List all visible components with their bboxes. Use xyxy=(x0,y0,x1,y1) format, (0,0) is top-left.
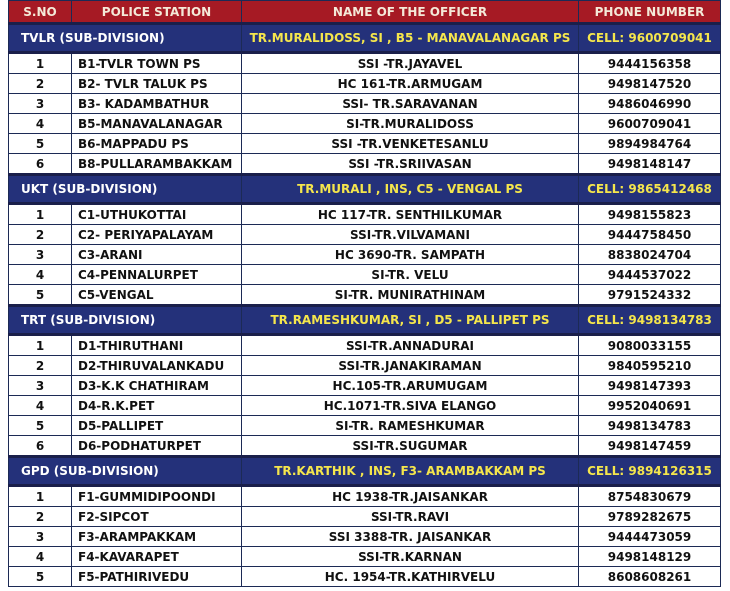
row-police-station: C3-ARANI xyxy=(72,245,242,265)
subdivision-cell: CELL: 9894126315 xyxy=(579,457,721,486)
header-police-station: POLICE STATION xyxy=(72,1,242,24)
row-officer-name: SI-TR.MURALIDOSS xyxy=(242,114,579,134)
table-row xyxy=(9,53,721,74)
row-officer-name: SI-TR. RAMESHKUMAR xyxy=(242,416,579,436)
row-phone-number: 9444758450 xyxy=(579,225,721,245)
row-phone-number: 9080033155 xyxy=(579,335,721,356)
subdivision-officer: TR.MURALIDOSS, SI , B5 - MANAVALANAGAR PS xyxy=(242,24,579,53)
subdivision-officer: TR.KARTHIK , INS, F3- ARAMBAKKAM PS xyxy=(242,457,579,486)
row-sno: 3 xyxy=(9,245,72,265)
row-officer-name: SSI -TR.JAYAVEL xyxy=(242,53,579,74)
row-police-station: B1-TVLR TOWN PS xyxy=(72,53,242,74)
subdivision-cell: CELL: 9600709041 xyxy=(579,24,721,53)
row-officer-name: HC 117-TR. SENTHILKUMAR xyxy=(242,204,579,225)
header-sno: S.NO xyxy=(9,1,72,24)
subdivision-cell: CELL: 9865412468 xyxy=(579,175,721,204)
row-police-station: D6-PODHATURPET xyxy=(72,436,242,457)
row-sno: 1 xyxy=(9,486,72,507)
row-officer-name: HC 161-TR.ARMUGAM xyxy=(242,74,579,94)
row-officer-name: SSI -TR.SRIIVASAN xyxy=(242,154,579,175)
row-officer-name: SI-TR. MUNIRATHINAM xyxy=(242,285,579,306)
row-sno: 2 xyxy=(9,356,72,376)
table-row xyxy=(9,486,721,507)
row-police-station: B2- TVLR TALUK PS xyxy=(72,74,242,94)
table-row xyxy=(9,567,721,587)
row-officer-name: SSI-TR.JANAKIRAMAN xyxy=(242,356,579,376)
row-police-station: B3- KADAMBATHUR xyxy=(72,94,242,114)
row-police-station: F1-GUMMIDIPOONDI xyxy=(72,486,242,507)
subdivision-row xyxy=(9,306,721,335)
table-row xyxy=(9,74,721,94)
row-sno: 2 xyxy=(9,507,72,527)
row-police-station: F4-KAVARAPET xyxy=(72,547,242,567)
row-sno: 2 xyxy=(9,74,72,94)
row-phone-number: 8608608261 xyxy=(579,567,721,587)
subdivision-officer: TR.MURALI , INS, C5 - VENGAL PS xyxy=(242,175,579,204)
row-phone-number: 9498148147 xyxy=(579,154,721,175)
row-officer-name: SI-TR. VELU xyxy=(242,265,579,285)
table-row xyxy=(9,94,721,114)
table-row xyxy=(9,154,721,175)
officer-contact-table xyxy=(8,0,721,587)
row-police-station: D3-K.K CHATHIRAM xyxy=(72,376,242,396)
table-row xyxy=(9,285,721,306)
row-police-station: D1-THIRUTHANI xyxy=(72,335,242,356)
row-phone-number: 9840595210 xyxy=(579,356,721,376)
subdivision-row xyxy=(9,457,721,486)
row-police-station: C2- PERIYAPALAYAM xyxy=(72,225,242,245)
row-sno: 1 xyxy=(9,204,72,225)
table-row xyxy=(9,376,721,396)
row-phone-number: 9498147459 xyxy=(579,436,721,457)
row-phone-number: 9498148129 xyxy=(579,547,721,567)
row-sno: 3 xyxy=(9,527,72,547)
row-phone-number: 9444473059 xyxy=(579,527,721,547)
row-officer-name: SSI- TR.SARAVANAN xyxy=(242,94,579,114)
table-row xyxy=(9,335,721,356)
row-phone-number: 9498155823 xyxy=(579,204,721,225)
row-sno: 3 xyxy=(9,94,72,114)
row-sno: 2 xyxy=(9,225,72,245)
table-row xyxy=(9,396,721,416)
row-police-station: D5-PALLIPET xyxy=(72,416,242,436)
header-officer-name: NAME OF THE OFFICER xyxy=(242,1,579,24)
row-sno: 5 xyxy=(9,134,72,154)
table-row xyxy=(9,134,721,154)
table-row xyxy=(9,245,721,265)
row-officer-name: HC 3690-TR. SAMPATH xyxy=(242,245,579,265)
row-sno: 4 xyxy=(9,114,72,134)
row-phone-number: 9952040691 xyxy=(579,396,721,416)
row-phone-number: 9791524332 xyxy=(579,285,721,306)
row-police-station: B5-MANAVALANAGAR xyxy=(72,114,242,134)
row-officer-name: SSI-TR.ANNADURAI xyxy=(242,335,579,356)
row-phone-number: 9498134783 xyxy=(579,416,721,436)
subdivision-name: TVLR (SUB-DIVISION) xyxy=(9,24,242,53)
row-police-station: B8-PULLARAMBAKKAM xyxy=(72,154,242,175)
row-sno: 4 xyxy=(9,396,72,416)
subdivision-cell: CELL: 9498134783 xyxy=(579,306,721,335)
row-sno: 6 xyxy=(9,436,72,457)
table-row xyxy=(9,527,721,547)
table-row xyxy=(9,265,721,285)
row-police-station: F2-SIPCOT xyxy=(72,507,242,527)
row-police-station: C4-PENNALURPET xyxy=(72,265,242,285)
row-police-station: F5-PATHIRIVEDU xyxy=(72,567,242,587)
row-sno: 3 xyxy=(9,376,72,396)
table-row xyxy=(9,225,721,245)
table-row xyxy=(9,547,721,567)
row-phone-number: 9498147393 xyxy=(579,376,721,396)
row-phone-number: 8838024704 xyxy=(579,245,721,265)
row-phone-number: 9789282675 xyxy=(579,507,721,527)
row-sno: 5 xyxy=(9,285,72,306)
row-officer-name: HC.1071-TR.SIVA ELANGO xyxy=(242,396,579,416)
row-officer-name: SSI-TR.VILVAMANI xyxy=(242,225,579,245)
row-sno: 5 xyxy=(9,416,72,436)
row-officer-name: HC 1938-TR.JAISANKAR xyxy=(242,486,579,507)
row-sno: 4 xyxy=(9,265,72,285)
subdivision-row xyxy=(9,24,721,53)
table-row xyxy=(9,356,721,376)
row-police-station: D4-R.K.PET xyxy=(72,396,242,416)
subdivision-name: TRT (SUB-DIVISION) xyxy=(9,306,242,335)
row-police-station: B6-MAPPADU PS xyxy=(72,134,242,154)
subdivision-officer: TR.RAMESHKUMAR, SI , D5 - PALLIPET PS xyxy=(242,306,579,335)
row-police-station: F3-ARAMPAKKAM xyxy=(72,527,242,547)
row-officer-name: SSI-TR.RAVI xyxy=(242,507,579,527)
subdivision-row xyxy=(9,175,721,204)
table-row xyxy=(9,416,721,436)
row-police-station: D2-THIRUVALANKADU xyxy=(72,356,242,376)
row-sno: 1 xyxy=(9,53,72,74)
row-officer-name: SSI -TR.VENKETESANLU xyxy=(242,134,579,154)
row-sno: 5 xyxy=(9,567,72,587)
table-row xyxy=(9,204,721,225)
table-header-row xyxy=(9,1,721,24)
row-phone-number: 9600709041 xyxy=(579,114,721,134)
table-row xyxy=(9,507,721,527)
row-sno: 6 xyxy=(9,154,72,175)
row-officer-name: SSI-TR.SUGUMAR xyxy=(242,436,579,457)
row-phone-number: 9486046990 xyxy=(579,94,721,114)
row-police-station: C5-VENGAL xyxy=(72,285,242,306)
row-phone-number: 9444537022 xyxy=(579,265,721,285)
row-officer-name: HC.105-TR.ARUMUGAM xyxy=(242,376,579,396)
row-officer-name: SSI-TR.KARNAN xyxy=(242,547,579,567)
row-phone-number: 9444156358 xyxy=(579,53,721,74)
table-row xyxy=(9,114,721,134)
header-phone-number: PHONE NUMBER xyxy=(579,1,721,24)
row-phone-number: 9498147520 xyxy=(579,74,721,94)
row-phone-number: 8754830679 xyxy=(579,486,721,507)
row-sno: 4 xyxy=(9,547,72,567)
row-police-station: C1-UTHUKOTTAI xyxy=(72,204,242,225)
row-phone-number: 9894984764 xyxy=(579,134,721,154)
subdivision-name: GPD (SUB-DIVISION) xyxy=(9,457,242,486)
row-sno: 1 xyxy=(9,335,72,356)
table-row xyxy=(9,436,721,457)
subdivision-name: UKT (SUB-DIVISION) xyxy=(9,175,242,204)
row-officer-name: SSI 3388-TR. JAISANKAR xyxy=(242,527,579,547)
row-officer-name: HC. 1954-TR.KATHIRVELU xyxy=(242,567,579,587)
